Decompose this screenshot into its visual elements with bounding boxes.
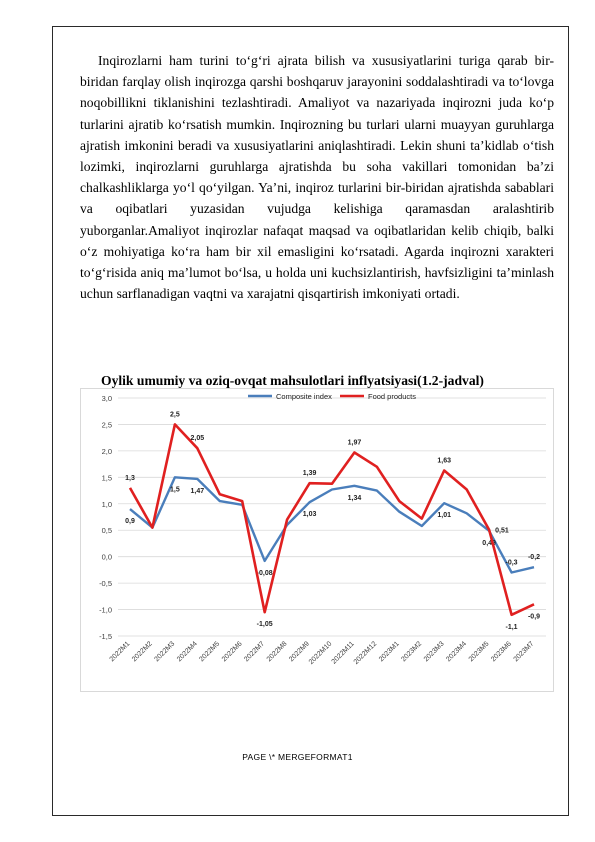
inflation-chart-svg bbox=[80, 388, 554, 692]
x-tick-label: 2022M3 bbox=[153, 640, 177, 664]
data-label: 1,03 bbox=[302, 511, 317, 519]
data-label: -0,08 bbox=[256, 569, 273, 577]
x-tick-label: 2023M7 bbox=[512, 640, 536, 664]
x-tick-label: 2022M12 bbox=[352, 640, 379, 667]
data-label: 1,39 bbox=[302, 470, 317, 478]
y-tick-label: -1,0 bbox=[99, 605, 112, 615]
y-tick-label: 2,5 bbox=[101, 420, 112, 430]
x-tick-label: 2022M10 bbox=[307, 640, 334, 667]
legend-label: Food products bbox=[368, 392, 416, 401]
data-label: -1,05 bbox=[256, 621, 273, 629]
data-label: -0,3 bbox=[505, 559, 518, 567]
x-tick-label: 2022M11 bbox=[330, 640, 356, 666]
x-tick-label: 2022M1 bbox=[108, 640, 132, 664]
x-tick-label: 2023M4 bbox=[445, 640, 469, 664]
x-tick-label: 2023M6 bbox=[490, 640, 513, 664]
y-tick-label: 3,0 bbox=[101, 394, 112, 403]
x-tick-label: 2023M2 bbox=[400, 640, 424, 664]
y-tick-label: 1,5 bbox=[101, 473, 112, 483]
page-footer: PAGE \* MERGEFORMAT1 bbox=[242, 752, 353, 762]
x-tick-label: 2023M5 bbox=[467, 640, 491, 664]
data-label: 0,51 bbox=[495, 527, 509, 535]
y-tick-label: 1,0 bbox=[101, 499, 112, 509]
data-label: 1,97 bbox=[347, 439, 362, 447]
data-label: 0,49 bbox=[482, 539, 496, 547]
data-label: 1,63 bbox=[437, 457, 452, 465]
y-tick-label: 0,5 bbox=[101, 526, 112, 536]
y-tick-label: 2,0 bbox=[101, 446, 112, 456]
x-tick-label: 2022M7 bbox=[243, 640, 267, 664]
x-tick-label: 2022M8 bbox=[265, 640, 289, 664]
figure-title: Oylik umumiy va oziq-ovqat mahsulotlari inflyatsiyasi(1.2-jadval) bbox=[101, 373, 484, 388]
data-label: 2,5 bbox=[170, 411, 180, 419]
data-label: -0,9 bbox=[527, 613, 541, 621]
y-tick-label: -0,5 bbox=[99, 579, 112, 589]
x-tick-label: 2022M5 bbox=[198, 640, 222, 664]
x-tick-label: 2022M6 bbox=[220, 640, 244, 664]
data-label: -1,1 bbox=[505, 623, 518, 631]
data-label: 1,01 bbox=[437, 512, 452, 520]
y-tick-label: -1,5 bbox=[99, 632, 112, 641]
data-label: -0,2 bbox=[527, 554, 541, 562]
legend-label: Composite index bbox=[276, 392, 332, 401]
data-label: 1,47 bbox=[190, 487, 205, 495]
data-label: 1,34 bbox=[347, 494, 362, 502]
x-tick-label: 2022M2 bbox=[131, 640, 154, 664]
x-tick-label: 2022M4 bbox=[175, 640, 199, 664]
inflation-chart bbox=[80, 388, 554, 692]
x-tick-label: 2023M1 bbox=[377, 640, 401, 664]
data-label: 1,5 bbox=[170, 486, 180, 494]
x-tick-label: 2022M9 bbox=[288, 640, 311, 664]
x-tick-label: 2023M3 bbox=[422, 640, 446, 664]
body-paragraph: Inqirozlarni ham turini to‘g‘ri ajrata bilish va xususiyatlarini turiga qarab bir-biridan farqlay olish inqirozga qarshi boshqaruv jarayonini soddalashtiradi va to‘lovga noqobillikni tiklanishini tezlashtiradi. Amaliyot va nazariyada inqirozni juda ko‘p turlarini ajratib ko‘rsatish mumkin. Inqirozning bu turlari ularni muayyan guruhlarga ajratish imkonini beradi va xususiyatlarini aniqlashtiradi. Lekin shuni ta’kidlab o‘tish lozimki, inqirozlarni guruhlarga ajratishda bu soha vakillari tomonidan ba’zi chalkashliklarga yo‘l qo‘yilgan. Ya’ni, inqiroz turlarini bir-biridan ajratishda sabablari va oqibatlari yuzasidan vujudga kelishiga qaramasdan aralashtirib yuborganlar.Amaliyot inqirozlar nafaqat maqsad va oqibatlaridan kelib chiqib, balki o‘z mohiyatiga ko‘ra ham bir xil emasligini ko‘rsatadi. Agarda inqirozni xarakteri to‘g‘risida aniq ma’lumot bo‘lsa, u holda uni kuchsizlantirish, havfsizligini ta’minlash uchun sarflanadigan vaqtni va xarajatni qisqartirish imkoniyati ortadi. bbox=[80, 53, 554, 302]
data-label: 1,3 bbox=[125, 474, 135, 482]
y-tick-label: 0,0 bbox=[101, 552, 112, 562]
data-label: 2,05 bbox=[190, 435, 205, 443]
data-label: 0,9 bbox=[125, 518, 135, 526]
